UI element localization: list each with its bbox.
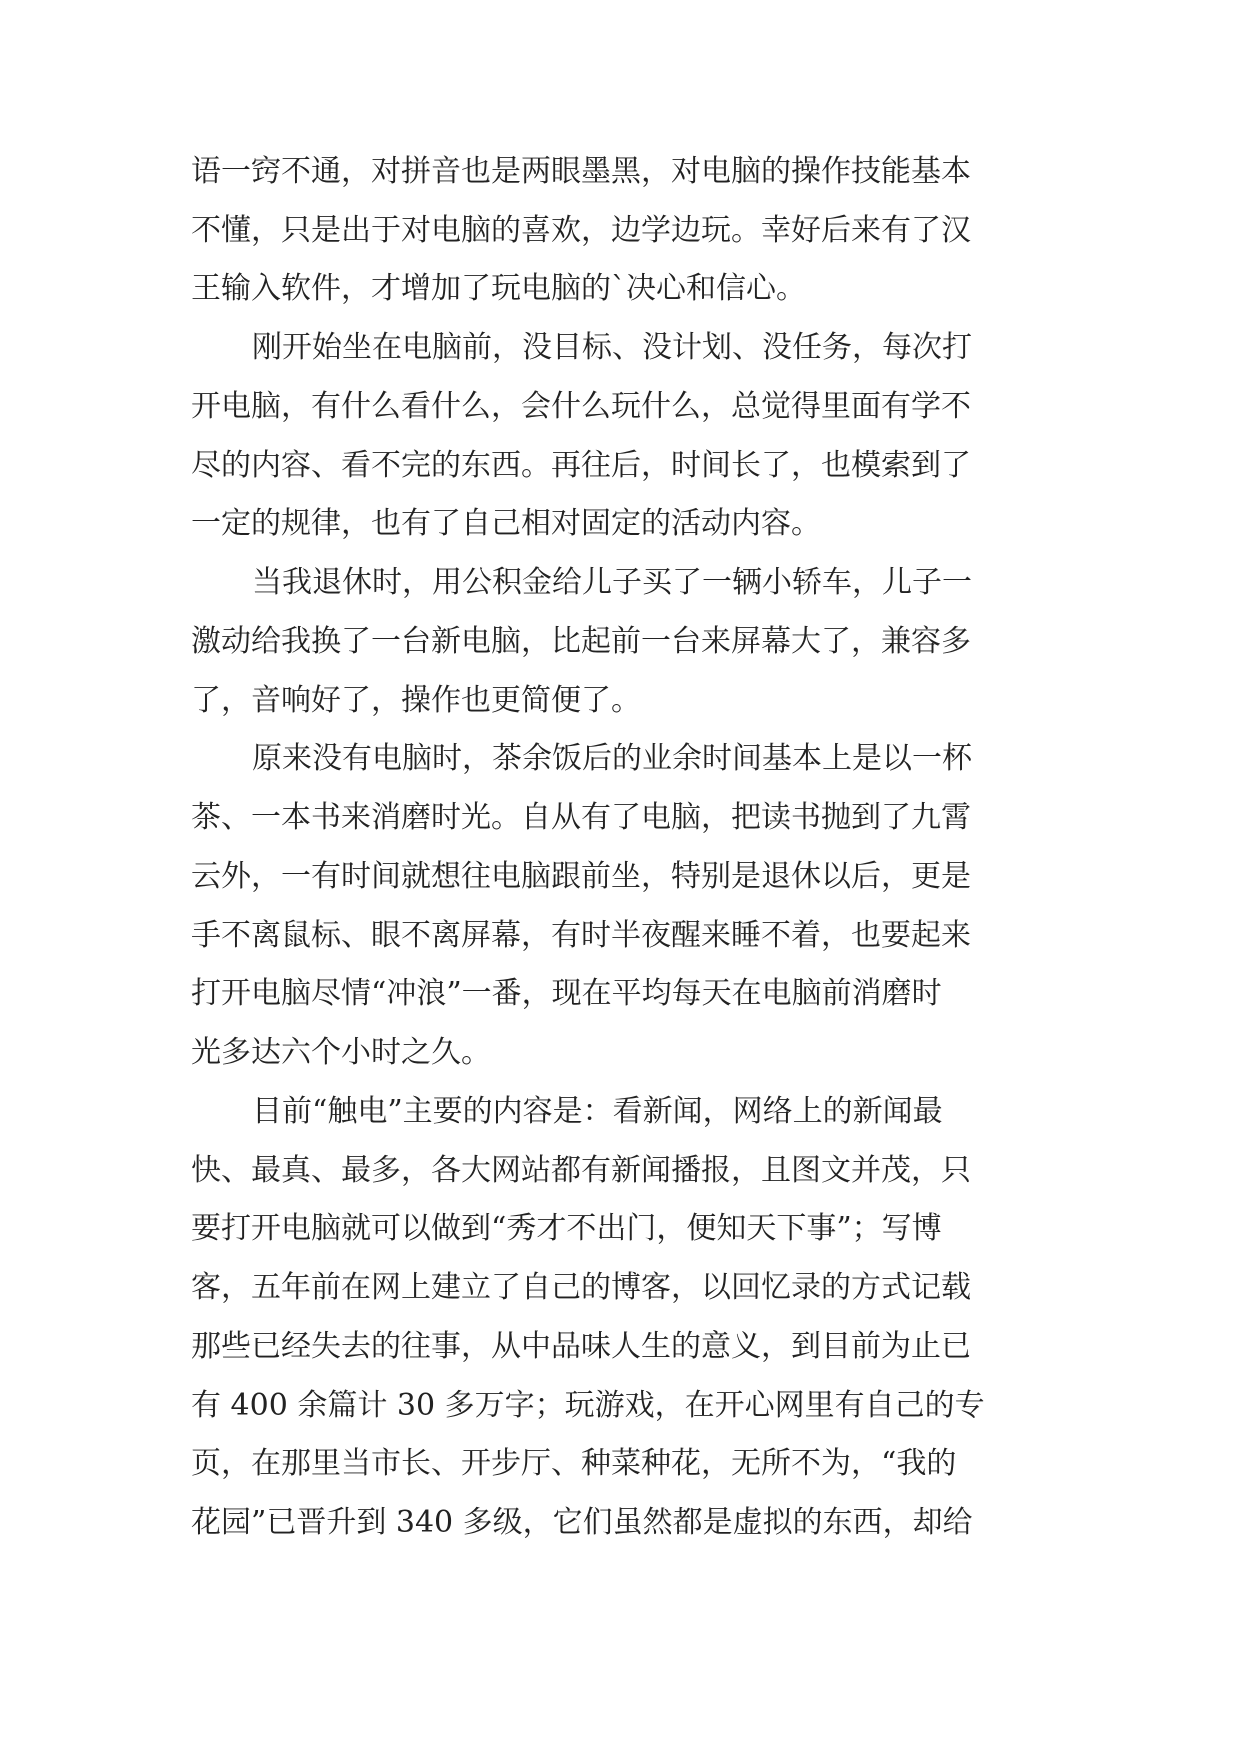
text-line: 语一窍不通，对拼音也是两眼墨黑，对电脑的操作技能基本 [191, 154, 971, 189]
text-line: 了，音响好了，操作也更简便了。 [191, 683, 641, 718]
text-line: 客，五年前在网上建立了自己的博客，以回忆录的方式记载 [191, 1270, 971, 1305]
text-line: 激动给我换了一台新电脑，比起前一台来屏幕大了，兼容多 [191, 624, 971, 659]
text-line: 花园”已晋升到 340 多级，它们虽然都是虚拟的东西，却给 [191, 1505, 973, 1540]
text-line: 打开电脑尽情“冲浪”一番，现在平均每天在电脑前消磨时 [191, 976, 942, 1011]
paragraph-first-line: 当我退休时，用公积金给儿子买了一辆小轿车，儿子一 [252, 565, 972, 600]
text-line: 光多达六个小时之久。 [191, 1035, 491, 1070]
text-line: 有 400 余篇计 30 多万字；玩游戏，在开心网里有自己的专 [191, 1388, 985, 1423]
text-line: 云外，一有时间就想往电脑跟前坐，特别是退休以后，更是 [191, 859, 971, 894]
text-line: 尽的内容、看不完的东西。再往后，时间长了，也模索到了 [191, 448, 971, 483]
text-line: 茶、一本书来消磨时光。自从有了电脑，把读书抛到了九霄 [191, 800, 971, 835]
text-line: 要打开电脑就可以做到“秀才不出门，便知天下事”；写博 [191, 1211, 942, 1246]
text-line: 开电脑，有什么看什么，会什么玩什么，总觉得里面有学不 [191, 389, 971, 424]
text-line: 那些已经失去的往事，从中品味人生的意义，到目前为止已 [191, 1329, 971, 1364]
text-line: 不懂，只是出于对电脑的喜欢，边学边玩。幸好后来有了汉 [191, 213, 971, 248]
text-line: 手不离鼠标、眼不离屏幕，有时半夜醒来睡不着，也要起来 [191, 918, 971, 953]
paragraph-first-line: 目前“触电”主要的内容是：看新闻，网络上的新闻最 [252, 1094, 943, 1129]
text-line: 王输入软件，才增加了玩电脑的`决心和信心。 [191, 271, 806, 306]
text-line: 一定的规律，也有了自己相对固定的活动内容。 [191, 506, 821, 541]
paragraph-first-line: 原来没有电脑时，茶余饭后的业余时间基本上是以一杯 [252, 741, 972, 776]
text-line: 页，在那里当市长、开步厅、种菜种花，无所不为，“我的 [191, 1446, 957, 1481]
paragraph-first-line: 刚开始坐在电脑前，没目标、没计划、没任务，每次打 [252, 330, 972, 365]
text-line: 快、最真、最多，各大网站都有新闻播报，且图文并茂，只 [191, 1153, 971, 1188]
